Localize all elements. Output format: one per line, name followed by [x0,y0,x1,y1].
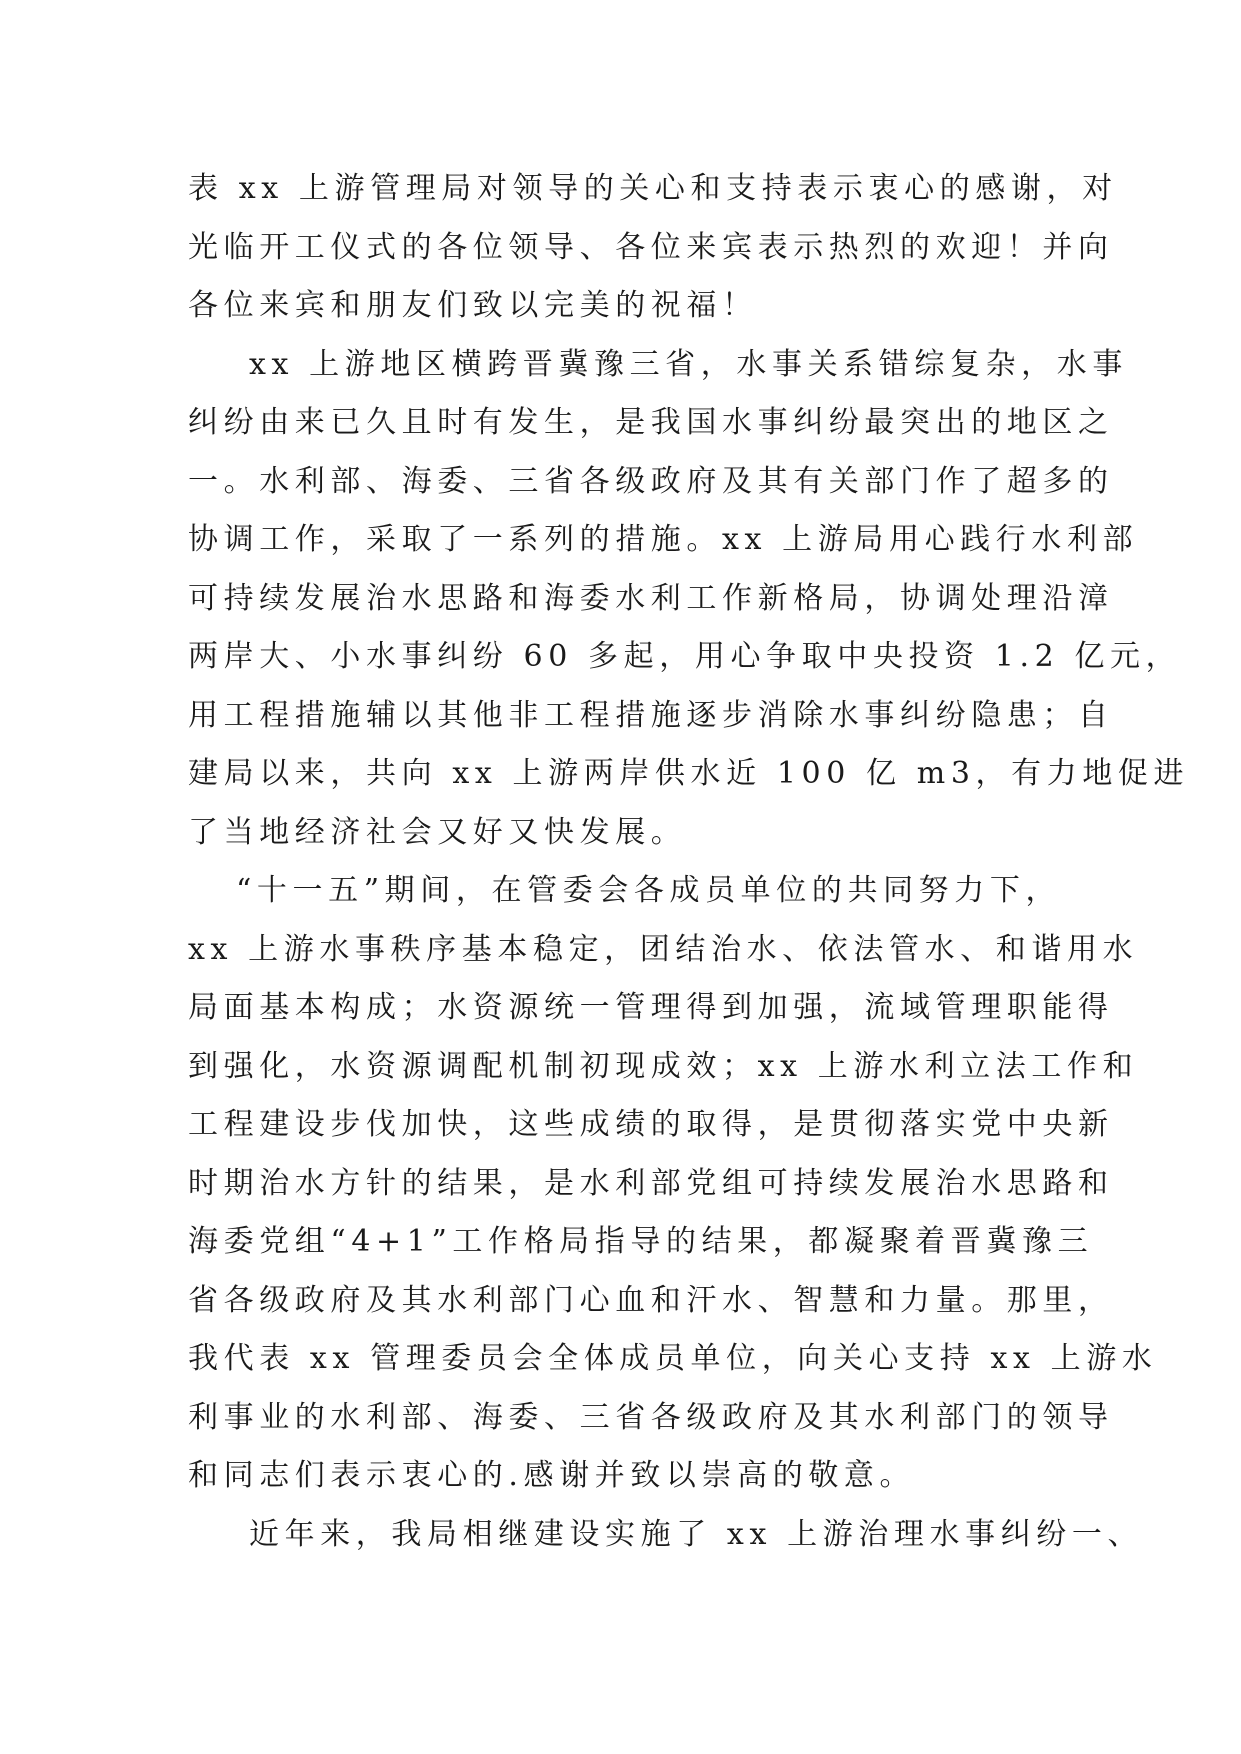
text-line: 工程建设步伐加快，这些成绩的取得，是贯彻落实党中央新 [188,1107,1114,1142]
text-line: 建局以来，共向 xx 上游两岸供水近 100 亿 m3，有力地促进 [188,756,1190,791]
paragraph-first-line: 近年来，我局相继建设实施了 xx 上游治理水事纠纷一、 [249,1516,1144,1552]
text-line: 用工程措施辅以其他非工程措施逐步消除水事纠纷隐患；自 [188,697,1114,733]
text-line: 可持续发展治水思路和海委水利工作新格局，协调处理沿漳 [188,580,1114,616]
text-line: xx 上游水事秩序基本稳定，团结治水、依法管水、和谐用水 [188,931,1139,967]
text-line: 和同志们表示衷心的.感谢并致以崇高的敬意。 [188,1458,916,1493]
paragraph-first-line: xx 上游地区横跨晋冀豫三省，水事关系错综复杂，水事 [249,346,1128,382]
document-body [188,160,1190,1564]
text-line: 到强化，水资源调配机制初现成效；xx 上游水利立法工作和 [188,1048,1139,1084]
text-line: 光临开工仪式的各位领导、各位来宾表示热烈的欢迎！并向 [188,229,1114,265]
text-line: 利事业的水利部、海委、三省各级政府及其水利部门的领导 [188,1399,1114,1435]
text-line: 各位来宾和朋友们致以完美的祝福！ [188,288,758,323]
text-line: 海委党组“4+1”工作格局指导的结果，都凝聚着晋冀豫三 [188,1224,1094,1259]
text-line: 我代表 xx 管理委员会全体成员单位，向关心支持 xx 上游水 [188,1341,1158,1376]
text-line: 两岸大、小水事纠纷 60 多起，用心争取中央投资 1.2 亿元， [188,639,1182,674]
paragraph-first-line: “十一五”期间，在管委会各成员单位的共同努力下， [236,873,1062,908]
text-line: 协调工作，采取了一系列的措施。xx 上游局用心践行水利部 [188,522,1139,557]
text-line: 表 xx 上游管理局对领导的关心和支持表示衷心的感谢，对 [188,171,1118,206]
text-line: 局面基本构成；水资源统一管理得到加强，流域管理职能得 [188,990,1114,1025]
text-line: 一。水利部、海委、三省各级政府及其有关部门作了超多的 [188,463,1114,499]
text-line: 了当地经济社会又好又快发展。 [188,814,687,850]
text-line: 纠纷由来已久且时有发生，是我国水事纠纷最突出的地区之 [188,405,1114,440]
text-line: 省各级政府及其水利部门心血和汗水、智慧和力量。那里， [188,1282,1114,1318]
text-line: 时期治水方针的结果，是水利部党组可持续发展治水思路和 [188,1165,1114,1201]
